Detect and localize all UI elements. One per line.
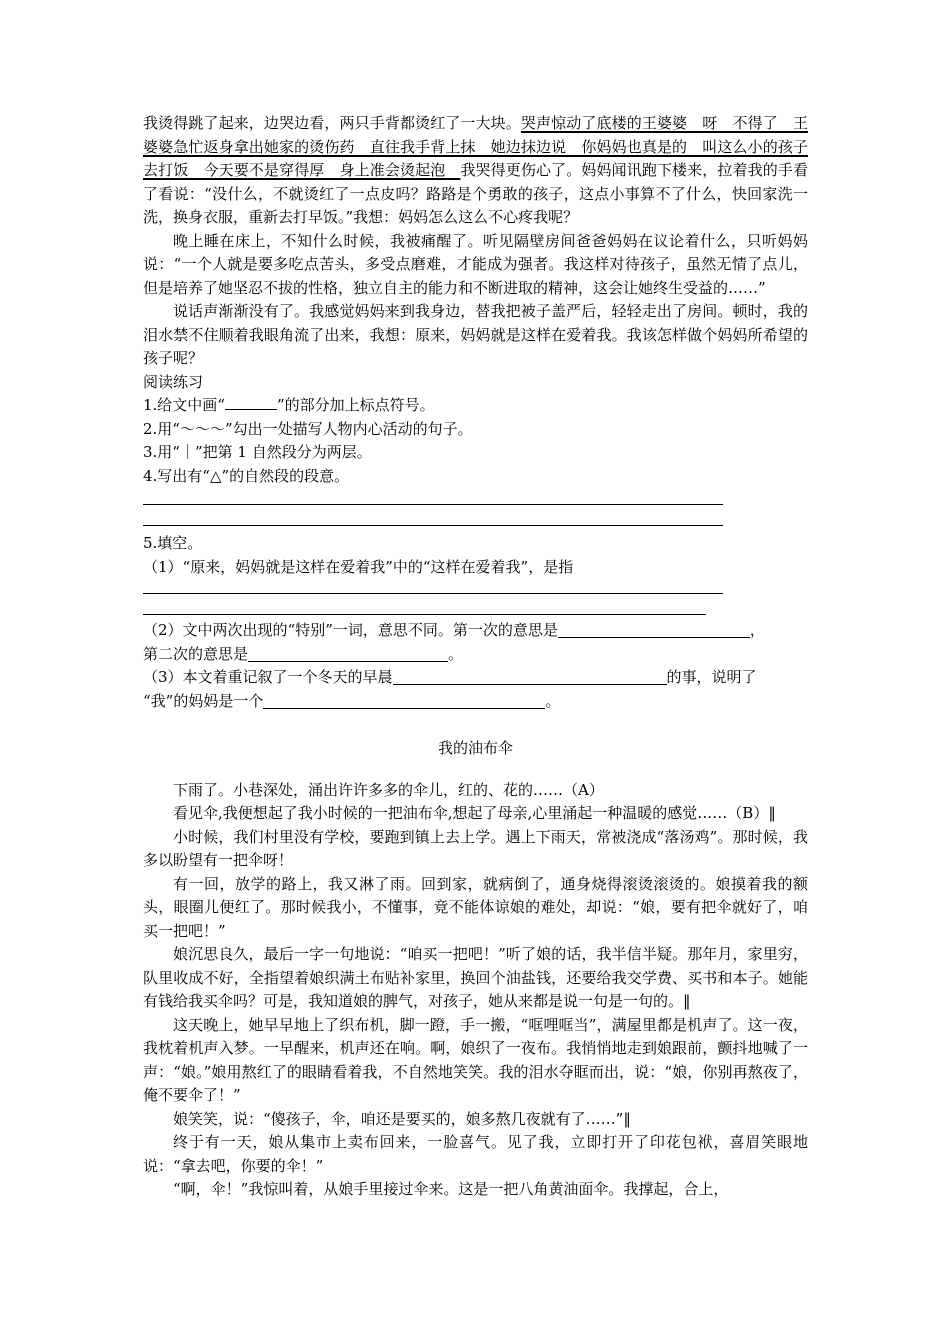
passage-paragraph: 有一回，放学的路上，我又淋了雨。回到家，就病倒了，通身烧得滚烫滚烫的。娘摸着我的额头，眼圈儿便红了。那时候我小，不懂事，竟不能体谅娘的难处，却说：“娘，要有把伞就好了，咱买一把吧！” (143, 874, 808, 940)
underlined-passage: 哭声惊动了底楼的王婆婆 呀 不得了 王婆婆急忙返身拿出她家的烫伤药 直往我手背上抹 她边抹边说 你妈妈也真是的 叫这么小的孩子去打饭 今天要不是穿得厚 身上准会烫起泡 (143, 114, 808, 179)
question-5-3-cont: “我”的妈妈是一个 。 (143, 691, 561, 710)
passage-paragraph: 小时候，我们村里没有学校，要跑到镇上去上学。遇上下雨天，常被浇成“落汤鸡”。那时候，我多以盼望有一把伞呀！ (143, 827, 808, 869)
question-5-1: （1）“原来，妈妈就是这样在爱着我”中的“这样在爱着我”，是指 (143, 557, 574, 576)
question-2: 2.用“～～～”勾出一处描写人物内心活动的句子。 (143, 419, 473, 438)
passage-title: 我的油布伞 (437, 739, 513, 757)
paragraph-3: 说话声渐渐没有了。我感觉妈妈来到我身边，替我把被子盖严后，轻轻走出了房间。顿时，我的泪水禁不住顺着我眼角流了出来，我想：原来，妈妈就是这样在爱着我。我该怎样做个妈妈所希望的孩子呢？ (143, 302, 808, 367)
fill-blank (558, 621, 750, 638)
question-5-2-cont: 第二次的意思是 。 (143, 644, 464, 663)
question-3: 3.用“｜”把第 1 自然段分为两层。 (143, 443, 372, 461)
blank-underline (225, 395, 277, 410)
paragraph-2: 晚上睡在床上，不知什么时候，我被痛醒了。听见隔壁房间爸爸妈妈在议论着什么，只听妈妈说：“一个人就是要多吃点苦头，多受点磨难，才能成为强者。我这样对待孩子，虽然无情了点儿，但是培养了她坚忍不拔的性格，独立自主的能力和不断进取的精神，这会让她终生受益的……” (143, 231, 808, 297)
question-5: 5.填空。 (143, 534, 203, 552)
passage-paragraph: 娘笑笑，说：“傻孩子，伞，咱还是要买的，娘多熬几夜就有了……”‖ (173, 1109, 631, 1128)
passage-paragraph: 终于有一天，娘从集市上卖布回来，一脸喜气。见了我，立即打开了印花包袱，喜眉笑眼地说：“拿去吧，你要的伞！” (143, 1133, 808, 1175)
question-1: 1.给文中画“ ”的部分加上标点符号。 (143, 396, 435, 414)
exercise-heading: 阅读练习 (143, 372, 204, 391)
question-5-3: （3）本文着重记叙了一个冬天的早晨 的事，说明了 (143, 668, 757, 686)
answer-line (143, 525, 723, 526)
fill-blank (393, 668, 667, 685)
fill-blank (248, 645, 448, 662)
question-4: 4.写出有“△”的自然段的段意。 (143, 466, 350, 485)
answer-line (143, 504, 723, 505)
answer-line (143, 614, 706, 615)
paragraph-1: 我烫得跳了起来，边哭边看，两只手背都烫红了一大块。哭声惊动了底楼的王婆婆 呀 不得了 王婆婆急忙返身拿出她家的烫伤药 直往我手背上抹 她边抹边说 你妈妈也真是的 叫这么小的孩子去打饭 今天要不是穿得厚 身上准会烫起泡 我哭得更伤心了。妈妈闻讯跑下楼来，拉着我的手看了看说：“没什么，不就烫红了一点皮吗？路路是个勇敢的孩子，这点小事算不了什么，快回家洗一洗，换身衣服，重新去打早饭。”我想：妈妈怎么这么不心疼我呢？ (143, 114, 808, 226)
passage-paragraph: 下雨了。小巷深处，涌出许许多多的伞儿，红的、花的……（A） (173, 780, 604, 799)
passage-paragraph: 这天晚上，她早早地上了织布机，脚一蹬，手一搬，“哐哩哐当”，满屋里都是机声了。这一夜，我枕着机声入梦。一早醒来，机声还在响。啊，娘织了一夜布。我悄悄地走到娘跟前，颤抖地喊了一声：“娘。”娘用熬红了的眼睛看着我，不自然地笑笑。我的泪水夺眶而出，说：“娘，你别再熬夜了，俺不要伞了！” (143, 1015, 808, 1104)
fill-blank (263, 692, 545, 709)
passage-paragraph: 娘沉思良久，最后一字一句地说：“咱买一把吧！”听了娘的话，我半信半疑。那年月，家里穷，队里收成不好，全指望着娘织满土布贴补家里，换回个油盐钱，还要给我交学费、买书和本子。她能有钱给我买伞吗？可是，我知道娘的脾气，对孩子，她从来都是说一句是一句的。‖ (143, 945, 808, 1010)
question-5-2: （2）文中两次出现的“特别”一词，意思不同。第一次的意思是 ， (143, 621, 765, 639)
passage-paragraph: 看见伞,我便想起了我小时候的一把油布伞,想起了母亲,心里涌起一种温暖的感觉……（B）‖ (173, 804, 776, 822)
document-page (143, 112, 808, 1202)
passage-paragraph: “啊，伞！”我惊叫着，从娘手里接过伞来。这是一把八角黄油面伞。我撑起，合上， (173, 1180, 729, 1198)
answer-line (143, 593, 723, 594)
